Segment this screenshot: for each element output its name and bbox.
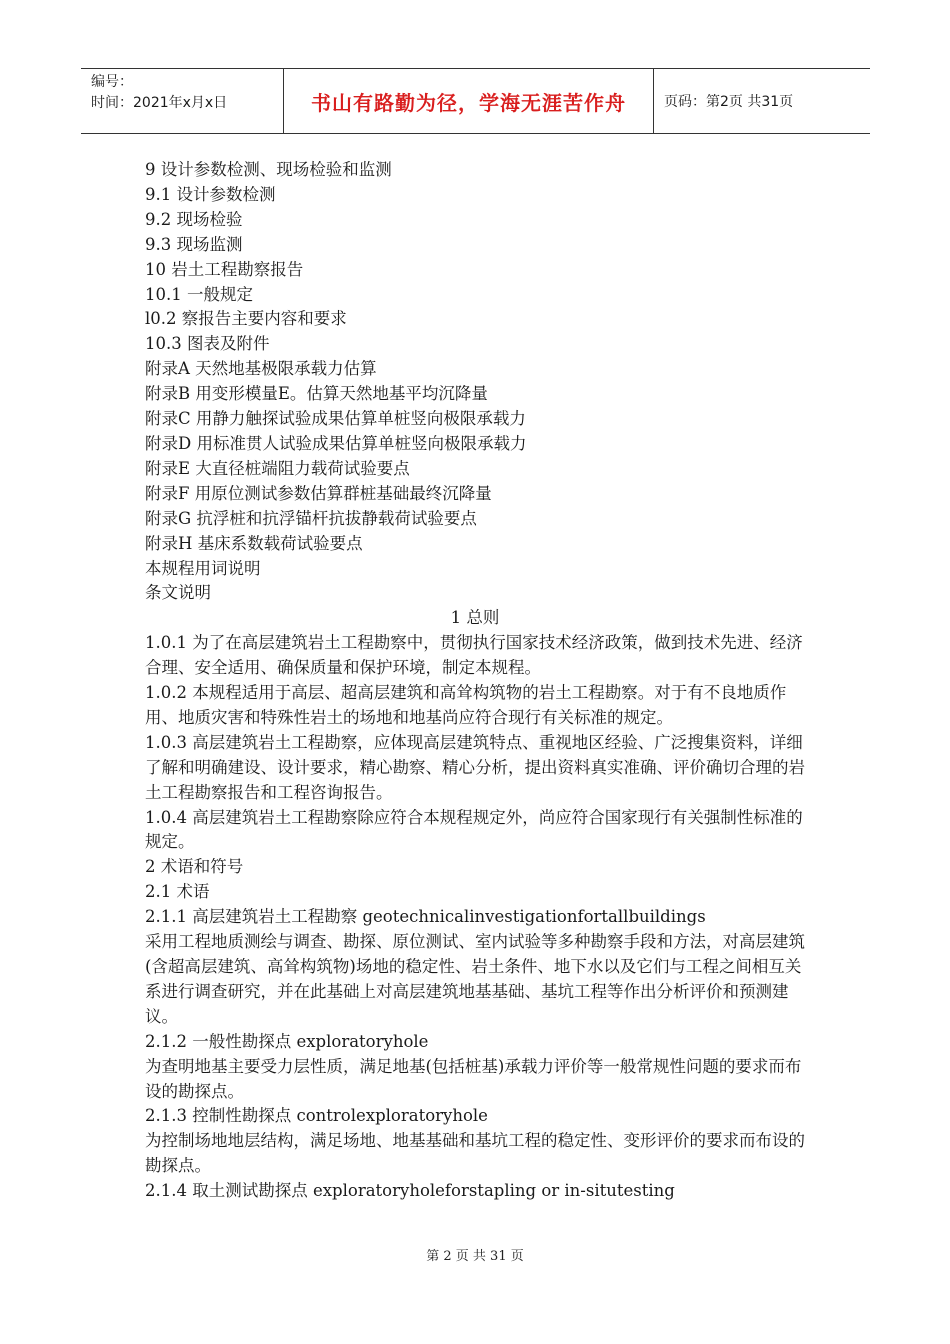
document-time: 时间：2021年x月x日 [91,95,228,111]
toc-line: 附录C 用静力触探试验成果估算单桩竖向极限承载力 [145,409,526,429]
toc-line: 10.3 图表及附件 [145,334,270,354]
header-motto: 书山有路勤为径，学海无涯苦作舟 [284,69,654,133]
term-heading: 2.1.4 取土测试勘探点 exploratoryholeforstapling or in-situtesting [145,1181,675,1201]
paragraph: 1.0.2 本规程适用于高层、超高层建筑和高耸构筑物的岩土工程勘察。对于有不良地质作用、地质灾害和特殊性岩土的场地和地基尚应符合现行有关标准的规定。 [145,683,787,727]
toc-line: 附录D 用标准贯人试验成果估算单桩竖向极限承载力 [145,433,527,453]
page-header [81,68,870,134]
paragraph: 采用工程地质测绘与调查、勘探、原位测试、室内试验等多种勘察手段和方法，对高层建筑(含超高层建筑、高耸构筑物)场地的稳定性、岩土条件、地下水以及它们与工程之间相互关系进行调查研究，并在此基础上对高层建筑地基基础、基坑工程等作出分析评价和预测建议。 [145,932,805,1026]
toc-line: 9.3 现场监测 [145,234,243,254]
paragraph: 1.0.3 高层建筑岩土工程勘察，应体现高层建筑特点、重视地区经验、广泛搜集资料，详细了解和明确建设、设计要求，精心勘察、精心分析，提出资料真实准确、评价确切合理的岩土工程勘察报告和工程咨询报告。 [145,732,805,802]
paragraph: 1.0.4 高层建筑岩土工程勘察除应符合本规程规定外，尚应符合国家现行有关强制性标准的规定。 [145,807,803,852]
section-heading: 2 术语和符号 [145,857,244,877]
toc-line: l0.2 察报告主要内容和要求 [145,309,347,329]
toc-line: 附录B 用变形模量E。估算天然地基平均沉降量 [145,384,488,404]
toc-line: 附录H 基床系数载荷试验要点 [145,533,363,553]
term-heading: 2.1.2 一般性勘探点 exploratoryhole [145,1031,429,1051]
toc-line: 条文说明 [145,583,211,603]
section-heading: 1 总则 [450,608,500,628]
subsection-heading: 2.1 术语 [145,882,210,902]
document-number: 编号： [91,74,133,90]
toc-line: 附录E 大直径桩端阻力载荷试验要点 [145,458,410,478]
toc-line: 10 岩土工程勘察报告 [145,259,304,279]
paragraph: 为控制场地地层结构，满足场地、地基基础和基坑工程的稳定性、变形评价的要求而布设的勘探点。 [145,1131,805,1176]
page-footer: 第 2 页 共 31 页 [426,1249,524,1264]
toc-line: 本规程用词说明 [145,558,261,578]
toc-line: 9.2 现场检验 [145,209,243,229]
term-heading: 2.1.1 高层建筑岩土工程勘察 geotechnicalinvestigationfortallbuildings [145,907,706,927]
document-body [145,158,805,1204]
toc-line: 附录A 天然地基极限承载力估算 [145,359,377,379]
toc-line: 10.1 一般规定 [145,284,253,304]
header-meta [81,69,284,133]
toc-line: 9.1 设计参数检测 [145,184,276,204]
header-page-number: 页码：第2页 共31页 [664,94,794,110]
toc-line: 附录G 抗浮桩和抗浮锚杆抗拔静载荷试验要点 [145,508,477,528]
term-heading: 2.1.3 控制性勘探点 controlexploratoryhole [145,1106,488,1126]
toc-line: 9 设计参数检测、现场检验和监测 [145,160,392,179]
paragraph: 1.0.1 为了在高层建筑岩土工程勘察中，贯彻执行国家技术经济政策，做到技术先进、经济合理、安全适用、确保质量和保护环境，制定本规程。 [145,633,803,678]
paragraph: 为查明地基主要受力层性质，满足地基(包括桩基)承载力评价等一般常规性问题的要求而布设的勘探点。 [145,1056,802,1101]
toc-line: 附录F 用原位测试参数估算群桩基础最终沉降量 [145,483,492,503]
